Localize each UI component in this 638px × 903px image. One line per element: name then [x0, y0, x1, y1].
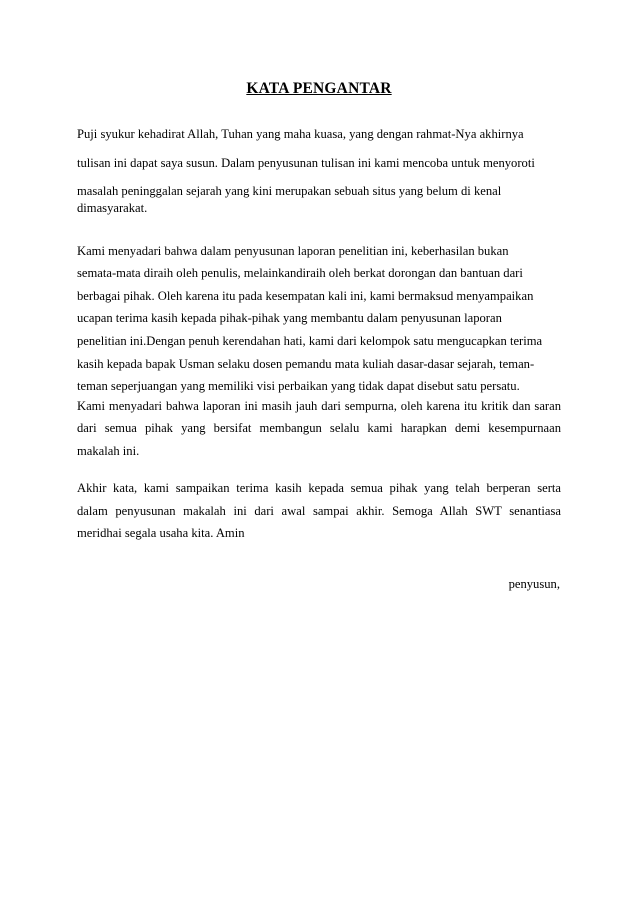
text-line: tulisan ini dapat saya susun. Dalam penyusunan tulisan ini kami mencoba untuk menyoroti — [77, 156, 535, 170]
text-line: masalah peninggalan sejarah yang kini merupakan sebuah situs yang belum di kenal — [77, 184, 502, 198]
text-line: berbagai pihak. Oleh karena itu pada kesempatan kali ini, kami bermaksud menyampaikan — [77, 289, 534, 303]
text-line: Kami menyadari bahwa laporan ini masih jauh dari sempurna, oleh karena itu kritik dan saran — [77, 399, 561, 413]
text-line: teman seperjuangan yang memiliki visi perbaikan yang tidak dapat disebut satu persatu. — [77, 379, 520, 393]
text-line: penelitian ini.Dengan penuh kerendahan hati, kami dari kelompok satu mengucapkan terima — [77, 334, 543, 348]
text-line: makalah ini. — [77, 444, 140, 458]
text-line: semata-mata diraih oleh penulis, melainkandiraih oleh berkat dorongan dan bantuan dari — [77, 266, 523, 280]
text-line: Akhir kata, kami sampaikan terima kasih kepada semua pihak yang telah berperan serta — [77, 481, 561, 495]
text-line: ucapan terima kasih kepada pihak-pihak yang membantu dalam penyusunan laporan — [77, 311, 502, 325]
signature-label: penyusun, — [508, 577, 560, 591]
page-title: KATA PENGANTAR — [246, 80, 392, 97]
text-line: Puji syukur kehadirat Allah, Tuhan yang maha kuasa, yang dengan rahmat-Nya akhirnya — [77, 127, 524, 141]
text-line: dimasyarakat. — [77, 201, 148, 215]
text-line: meridhai segala usaha kita. Amin — [77, 526, 245, 540]
text-line: kasih kepada bapak Usman selaku dosen pemandu mata kuliah dasar-dasar sejarah, teman- — [77, 357, 535, 371]
text-line: dari semua pihak yang bersifat membangun selalu kami harapkan demi kesempurnaan — [77, 421, 561, 435]
text-line: dalam penyusunan makalah ini dari awal sampai akhir. Semoga Allah SWT senantiasa — [77, 504, 561, 518]
text-line: Kami menyadari bahwa dalam penyusunan laporan penelitian ini, keberhasilan bukan — [77, 244, 509, 258]
